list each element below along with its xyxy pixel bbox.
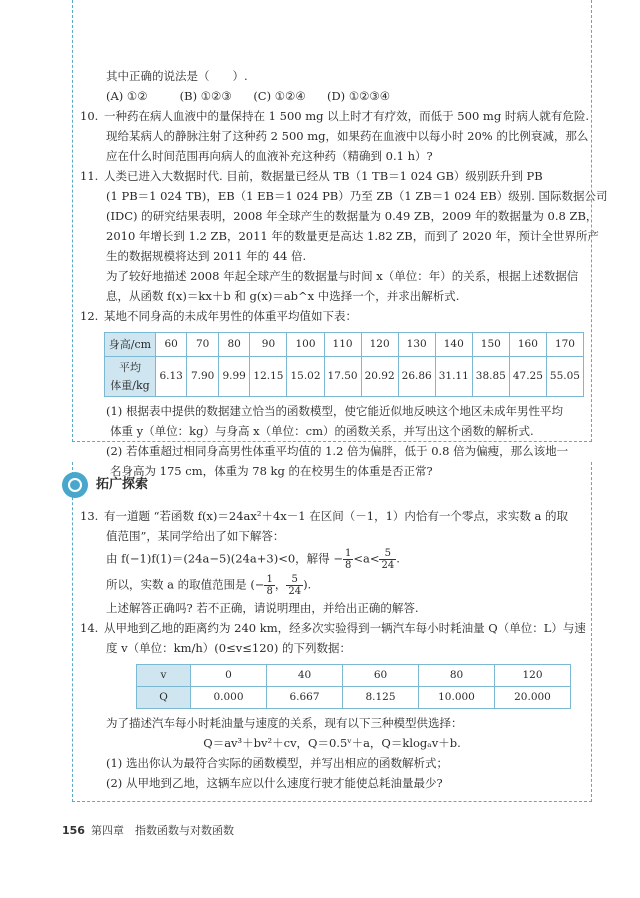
- table-cell: 9.99: [218, 357, 250, 397]
- table-row: [105, 357, 584, 397]
- q12-sub2-line-2: 名身高为 175 cm，体重为 78 kg 的在校男生的体重是否正常?: [110, 464, 433, 478]
- q9-option-d: (D) ①②③④: [326, 89, 391, 103]
- table-cell: 7.90: [187, 357, 219, 397]
- table-header-q: Q: [137, 687, 191, 709]
- q13-solution-1: 由 f(−1)f(1)＝(24a−5)(24a+3)<0，解得 − $\frac{1}{8}$ <a< $\frac{5}{24}$ .: [106, 548, 400, 571]
- fraction: $\frac{1}{8}$: [344, 548, 352, 571]
- chapter-title: 第四章 指数函数与对数函数: [90, 824, 234, 837]
- q10-line-1: 10. 一种药在病人血液中的量保持在 1 500 mg 以上时才有疗效，而低于 500 mg 时病人就有危险.: [80, 108, 584, 128]
- q11-number: 11.: [80, 169, 99, 183]
- exercise-block: [80, 68, 608, 483]
- q13-number: 13.: [80, 509, 99, 523]
- table-cell: 31.11: [435, 357, 472, 397]
- q12-sub2-line-1: (2) 若体重超过相同身高男性体重平均值的 1.2 倍为偏胖，低于 0.8 倍为偏瘦，那么该地一: [106, 444, 569, 458]
- table-cell: 130: [398, 333, 435, 357]
- q12-intro: 12. 某地不同身高的未成年男性的体重平均值如下表：: [80, 308, 584, 328]
- q9-option-c: (C) ①②④: [253, 89, 306, 103]
- q12-sub1-line-2: 体重 y（单位：kg）与身高 x（单位：cm）的函数关系，并写出这个函数的解析式.: [110, 424, 534, 438]
- table-cell: 47.25: [509, 357, 546, 397]
- table-cell: 20.92: [361, 357, 398, 397]
- table-header-weight: 平均 体重/kg: [105, 357, 156, 397]
- q10-line-2: 现给某病人的静脉注射了这种药 2 500 mg，如果药在血液中以每小时 20% 的比例衰减，那么: [106, 129, 589, 143]
- table-row: [137, 687, 571, 709]
- table-cell: 0: [191, 665, 267, 687]
- table-cell: 17.50: [324, 357, 361, 397]
- section-header: [62, 470, 148, 500]
- table-header-v: v: [137, 665, 191, 687]
- q9-prompt: 其中正确的说法是（ ）.: [106, 69, 248, 83]
- table-cell: 8.125: [343, 687, 419, 709]
- table-cell: 110: [324, 333, 361, 357]
- table-cell: 15.02: [287, 357, 324, 397]
- page-footer: [62, 822, 234, 839]
- page-number: 156: [62, 824, 85, 837]
- table-cell: 150: [472, 333, 509, 357]
- table-row: [137, 665, 571, 687]
- table-cell: 120: [361, 333, 398, 357]
- table-cell: 12.15: [250, 357, 287, 397]
- q13-line-1: 13. 有一道题 “若函数 f(x)＝24ax²＋4x－1 在区间（－1，1）内恰有一个零点，求实数 a 的取: [80, 508, 584, 528]
- q14-model-intro: 为了描述汽车每小时耗油量与速度的关系，现有以下三种模型供选择：: [106, 716, 463, 730]
- table-cell: 0.000: [191, 687, 267, 709]
- q11-line-7: 息，从函数 f(x)＝kx＋b 和 g(x)＝ab^x 中选择一个，并求出解析式.: [106, 289, 460, 303]
- table-cell: 80: [218, 333, 250, 357]
- table-cell: 70: [187, 333, 219, 357]
- table-cell: 38.85: [472, 357, 509, 397]
- q14-line-2: 度 v（单位：km/h）(0≤v≤120) 的下列数据：: [106, 641, 351, 655]
- q11-line-4: 2010 年增长到 1.2 ZB，2011 年的数量更是高达 1.82 ZB，而到了 2020 年，预计全世界所产: [106, 229, 599, 243]
- q13-solution-2: 所以，实数 a 的取值范围是 (− $\frac{1}{8}$ ， $\frac{5}{24}$ ).: [106, 574, 312, 597]
- q12-number: 12.: [80, 309, 99, 323]
- fraction: $\frac{1}{8}$: [266, 574, 273, 597]
- q14-models: Q＝av³＋bv²＋cv，Q＝0.5ᵛ＋a，Q＝klogₐv＋b.: [203, 736, 461, 750]
- table-cell: 140: [435, 333, 472, 357]
- table-cell: 26.86: [398, 357, 435, 397]
- q12-sub1-line-1: (1) 根据表中提供的数据建立恰当的函数模型，使它能近似地反映这个地区未成年男性平均: [106, 404, 563, 418]
- q11-line-2: (1 PB＝1 024 TB)，EB（1 EB＝1 024 PB）乃至 ZB（1 ZB＝1 024 EB）级别. 国际数据公司: [106, 189, 608, 203]
- table-cell: 120: [495, 665, 571, 687]
- q10-number: 10.: [80, 109, 99, 123]
- table-cell: 100: [287, 333, 324, 357]
- table-cell: 55.05: [546, 357, 583, 397]
- fraction: $\frac{5}{24}$: [288, 574, 302, 597]
- table-cell: 40: [267, 665, 343, 687]
- q13-line-2: 值范围”，某同学给出了如下解答：: [106, 529, 285, 543]
- section-title: 拓广探索: [96, 476, 149, 492]
- table-cell: 10.000: [419, 687, 495, 709]
- table-row: [105, 333, 584, 357]
- q11-line-5: 生的数据规模将达到 2011 年的 44 倍.: [106, 249, 307, 263]
- q13-closing: 上述解答正确吗? 若不正确，请说明理由，并给出正确的解答.: [106, 601, 419, 615]
- table-cell: 160: [509, 333, 546, 357]
- q14-line-1: 14. 从甲地到乙地的距离约为 240 km，经多次实验得到一辆汽车每小时耗油量 Q（单位：L）与速: [80, 620, 584, 640]
- q11-line-6: 为了较好地描述 2008 年起全球产生的数据量与时间 x（单位：年）的关系，根据上述数据信: [106, 269, 579, 283]
- q10-line-3: 应在什么时间范围再向病人的血液补充这种药（精确到 0.1 h）?: [106, 149, 433, 163]
- q14-number: 14.: [80, 621, 99, 635]
- table-cell: 60: [343, 665, 419, 687]
- q14-sub2: (2) 从甲地到乙地，这辆车应以什么速度行驶才能使总耗油量最少?: [106, 776, 443, 790]
- q9-options: [80, 88, 584, 108]
- table-cell: 90: [250, 333, 287, 357]
- table-cell: 170: [546, 333, 583, 357]
- q9-option-a: (A) ①②: [106, 89, 148, 103]
- speed-fuel-table: [136, 664, 571, 709]
- table-cell: 60: [155, 333, 187, 357]
- table-cell: 20.000: [495, 687, 571, 709]
- q11-line-1: 11. 人类已进入大数据时代. 目前，数据量已经从 TB（1 TB＝1 024 GB）级别跃升到 PB: [80, 168, 584, 188]
- explore-icon: [62, 472, 88, 498]
- table-cell: 6.667: [267, 687, 343, 709]
- table-cell: 80: [419, 665, 495, 687]
- table-cell: 6.13: [155, 357, 187, 397]
- q14-sub1: (1) 选出你认为最符合实际的函数模型，并写出相应的函数解析式；: [106, 756, 448, 770]
- q9-option-b: (B) ①②③: [179, 89, 232, 103]
- table-header-height: 身高/cm: [105, 333, 156, 357]
- height-weight-table: [104, 332, 584, 397]
- explore-block: [80, 508, 584, 795]
- fraction: $\frac{5}{24}$: [381, 548, 395, 571]
- q11-line-3: (IDC) 的研究结果表明，2008 年全球产生的数据量为 0.49 ZB，2009 年的数据量为 0.8 ZB，: [106, 209, 598, 223]
